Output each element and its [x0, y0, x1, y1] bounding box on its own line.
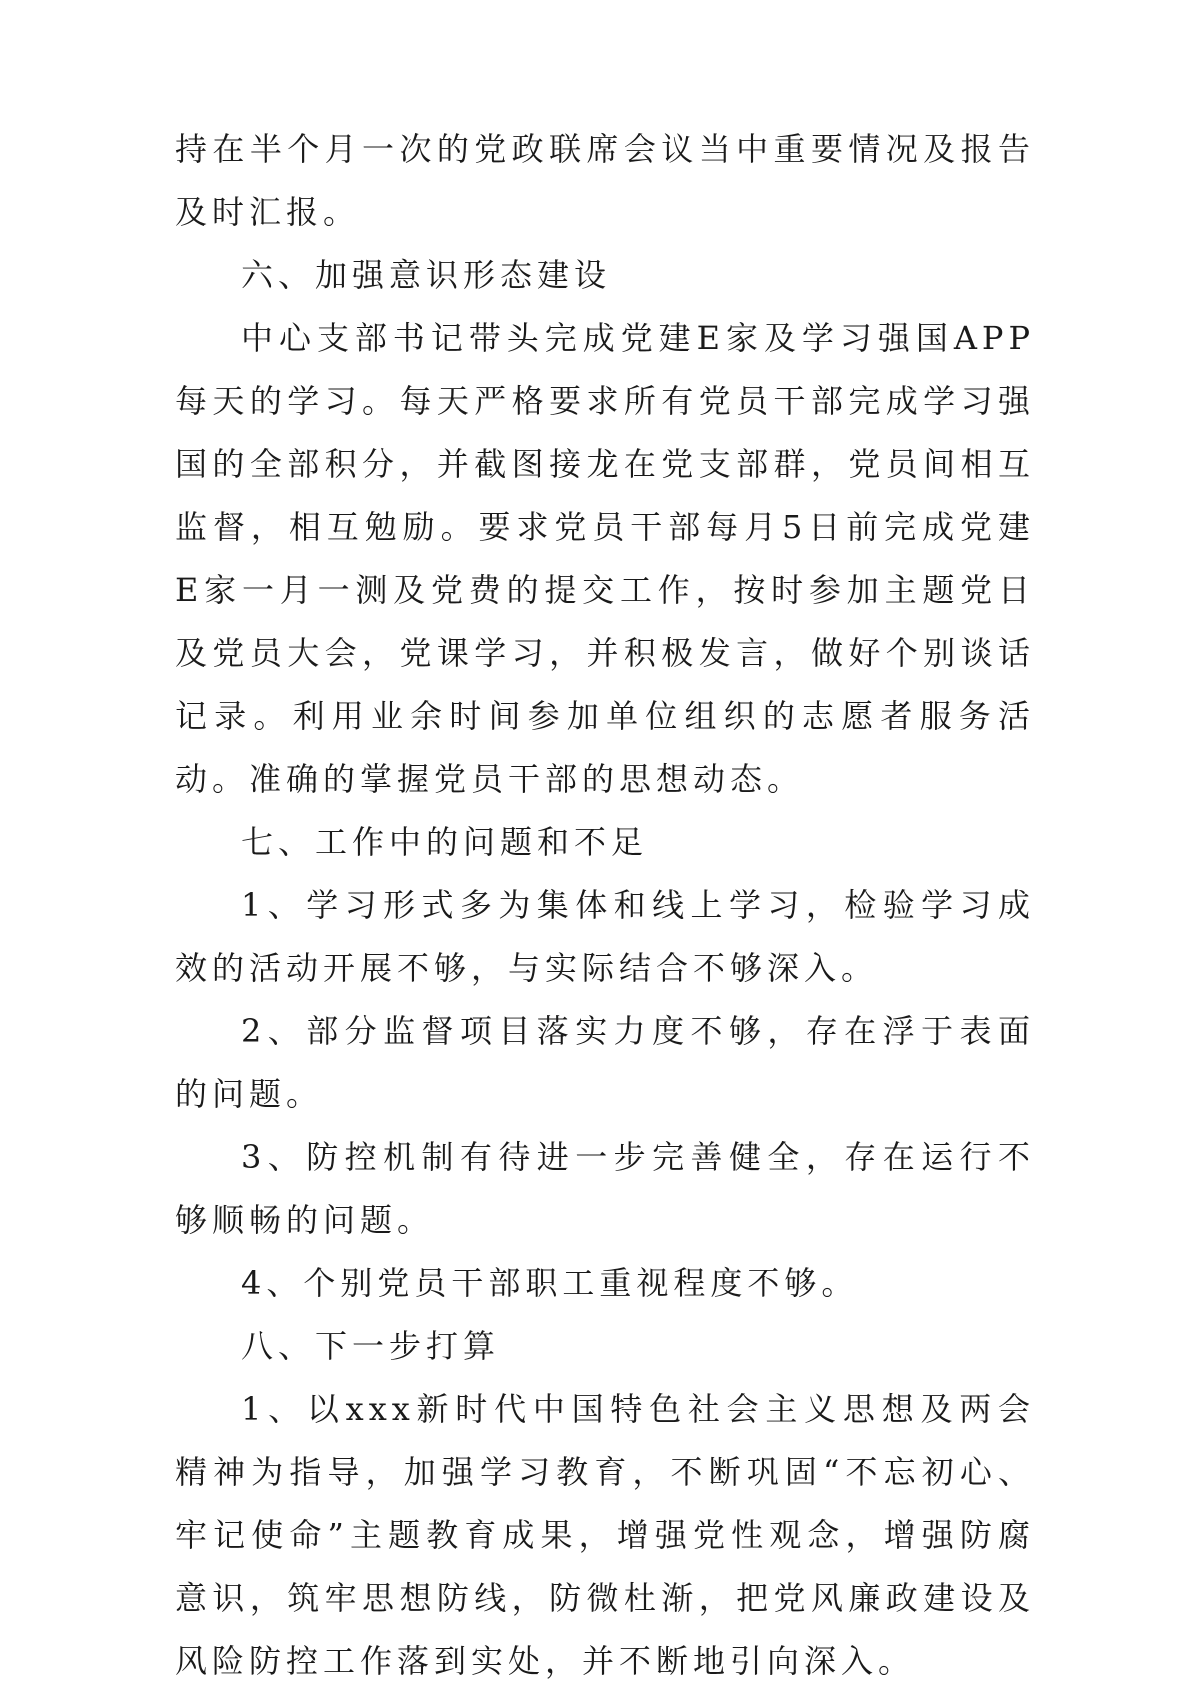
plan-item-1: 1、以xxx新时代中国特色社会主义思想及两会精神为指导，加强学习教育，不断巩固“不忘初心、牢记使命”主题教育成果，增强党性观念，增强防腐意识，筑牢思想防线，防微杜渐，把党风廉政建设及风险防控工作落到实处，并不断地引向深入。 — [175, 1390, 1035, 1680]
section-heading-eight: 八、下一步打算 — [241, 1327, 501, 1365]
section-heading-six: 六、加强意识形态建设 — [241, 256, 612, 294]
section-heading-seven: 七、工作中的问题和不足 — [241, 823, 649, 861]
problem-item-2: 2、部分监督项目落实力度不够，存在浮于表面的问题。 — [175, 1012, 1035, 1113]
problem-item-1: 1、学习形式多为集体和线上学习，检验学习成效的活动开展不够，与实际结合不够深入。 — [175, 886, 1035, 987]
problem-item-3: 3、防控机制有待进一步完善健全，存在运行不够顺畅的问题。 — [175, 1138, 1035, 1239]
paragraph-ideology: 中心支部书记带头完成党建E家及学习强国APP每天的学习。每天严格要求所有党员干部完成学习强国的全部积分，并截图接龙在党支部群，党员间相互监督，相互勉励。要求党员干部每月5日前完成党建E家一月一测及党费的提交工作，按时参加主题党日及党员大会，党课学习，并积极发言，做好个别谈话记录。利用业余时间参加单位组织的志愿者服务活动。准确的掌握党员干部的思想动态。 — [175, 319, 1035, 798]
document-body — [175, 118, 1035, 1693]
paragraph-continuation: 持在半个月一次的党政联席会议当中重要情况及报告及时汇报。 — [175, 130, 1035, 231]
problem-item-4: 4、个别党员干部职工重视程度不够。 — [241, 1264, 859, 1302]
